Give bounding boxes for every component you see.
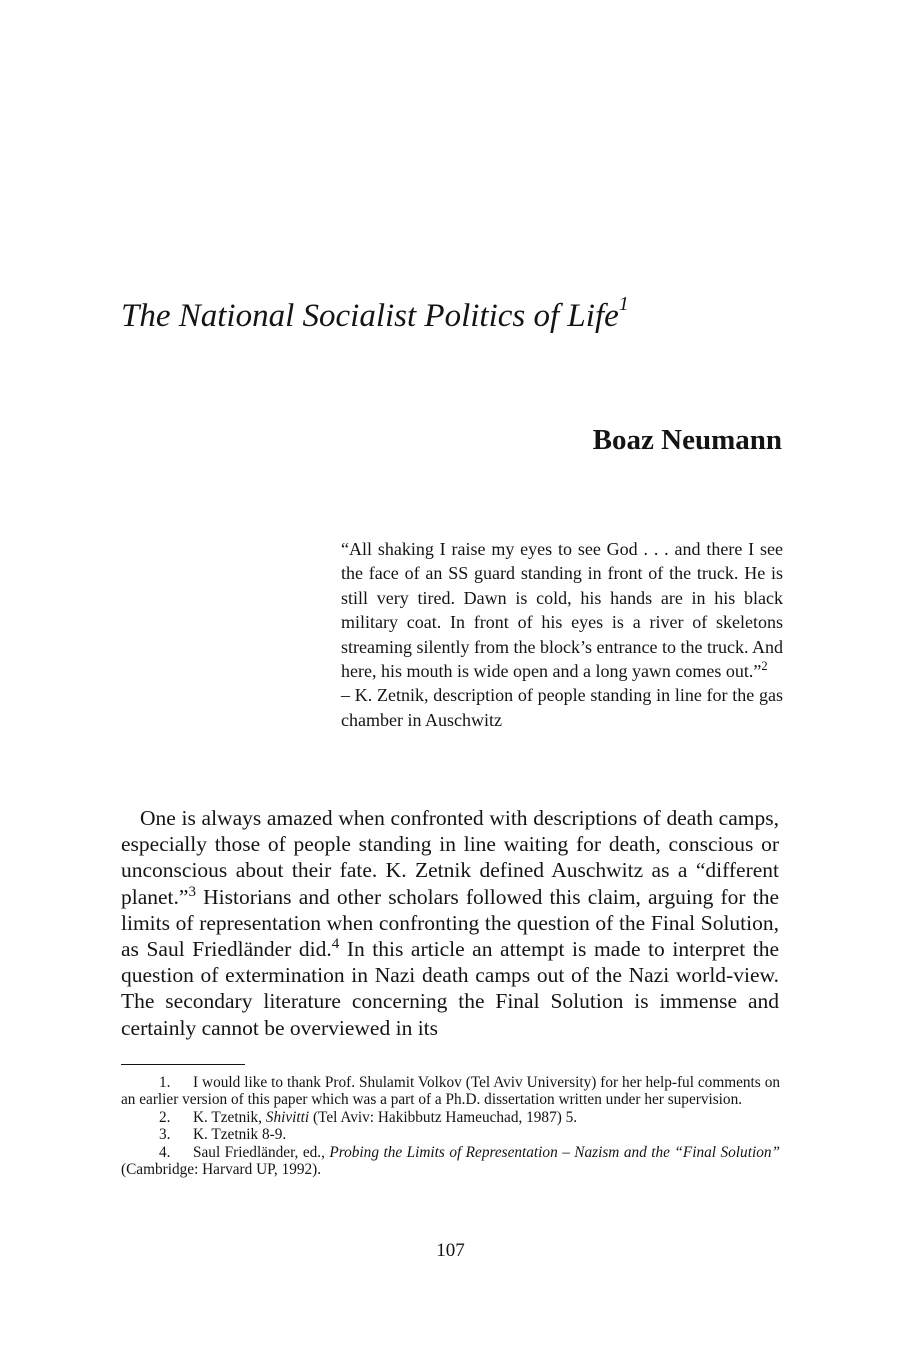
body-footnote-marker-4: 4 (331, 935, 340, 952)
page-number: 107 (436, 1240, 465, 1261)
article-title (121, 293, 629, 335)
body-text-part-3: In this article an attempt is made to interpret the question of extermination in Nazi death camps out of the Nazi world-view. The secondary literature concerning the Final Solution is immense and certainly cannot be overviewed in its (121, 937, 779, 1040)
body-footnote-marker-3: 3 (188, 883, 196, 900)
body-text-part-2: Historians and other scholars followed this claim, arguing for the limits of representation when confronting the question of the Final Solution, as Saul Friedländer did. (121, 884, 779, 962)
footnote-number: 3. (159, 1126, 171, 1144)
article-title-text: The National Socialist Politics of Life (121, 298, 619, 334)
epigraph-quote-text: “All shaking I raise my eyes to see God . . . and there I see the face of an SS guard standing in front of the truck. He is still very tired. Dawn is cold, his hands are in his black military coat. In front of his eyes is a river of skeletons streaming silently from the block’s entrance to the truck. And here, his mouth is wide open and a long yawn comes out.” (341, 539, 783, 682)
title-footnote-marker: 1 (618, 293, 629, 315)
author-name: Boaz Neumann (592, 424, 782, 456)
body-text-part-1: One is always amazed when confronted with descriptions of death camps, especially those of people standing in line waiting for death, conscious or unconscious about their fate. K. Zetnik defined Auschwitz as a “different planet.” (121, 806, 779, 909)
footnote-text: (Cambridge: Harvard UP, 1992). (121, 1161, 322, 1179)
footnote-text: K. Tzetnik 8-9. (193, 1126, 287, 1144)
epigraph-quote (341, 537, 783, 683)
footnote-separator (121, 1064, 245, 1065)
footnote-text: Saul Friedländer, ed., (193, 1143, 330, 1161)
footnote-number: 4. (159, 1143, 171, 1161)
epigraph-footnote-marker: 2 (761, 659, 768, 674)
footnote-text: K. Tzetnik, (193, 1108, 266, 1126)
footnote-number: 2. (159, 1108, 171, 1126)
footnote-2 (121, 1109, 780, 1126)
epigraph (341, 537, 783, 732)
footnote-4 (121, 1144, 780, 1179)
footnote-italic-title: Probing the Limits of Representation – Nazism and the “Final Solution” (329, 1143, 780, 1161)
footnote-3 (121, 1126, 780, 1143)
footnote-1 (121, 1074, 780, 1109)
body-paragraph (121, 805, 779, 1041)
footnote-number: 1. (159, 1074, 171, 1091)
footnote-text: (Tel Aviv: Hakibbutz Hameuchad, 1987) 5. (309, 1108, 578, 1126)
footnotes (121, 1074, 780, 1178)
footnote-italic-title: Shivitti (265, 1108, 310, 1126)
epigraph-attribution: – K. Zetnik, description of people standing in line for the gas chamber in Auschwitz (341, 685, 783, 730)
footnote-text: I would like to thank Prof. Shulamit Volkov (Tel Aviv University) for her help-ful comments on an earlier version of this paper which was a part of a Ph.D. dissertation written under her supervision. (121, 1074, 780, 1109)
